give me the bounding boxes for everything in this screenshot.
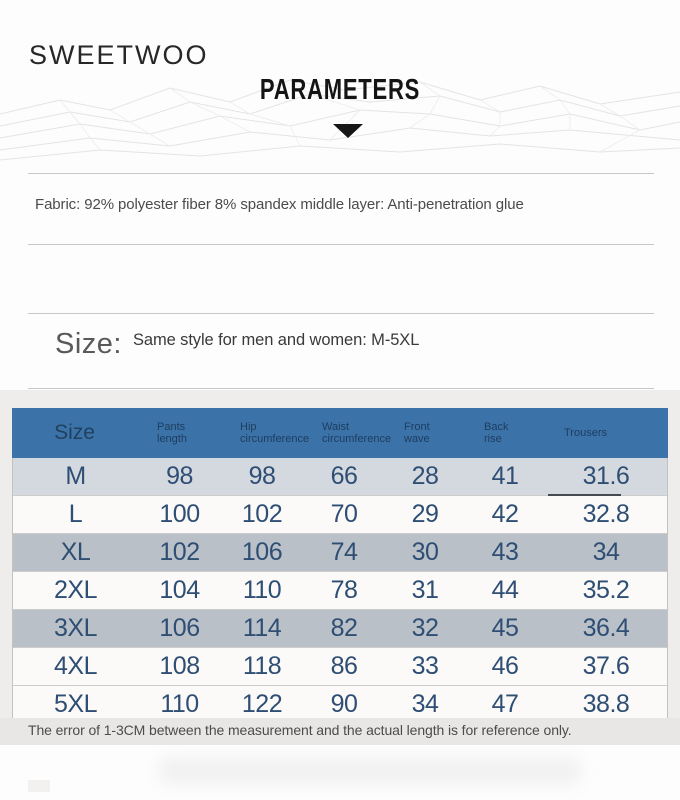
size-cell: 5XL: [54, 690, 97, 718]
value-cell: 47: [491, 690, 519, 718]
size-cell: L: [68, 500, 83, 528]
value-cell: 34: [592, 538, 620, 566]
value-cell: 104: [159, 576, 200, 604]
size-label: Size:: [55, 328, 122, 360]
decorative-chip: [28, 780, 50, 792]
column-header-trousers: Trousers: [564, 426, 607, 439]
table-row: [13, 495, 667, 533]
value-cell: 30: [411, 538, 439, 566]
value-cell: 90: [330, 690, 358, 718]
size-cell: XL: [60, 538, 91, 566]
brand-logo: SWEETWOO: [29, 40, 209, 70]
value-cell: 98: [248, 462, 276, 490]
value-cell: 41: [491, 462, 519, 490]
watermark-ghost: [160, 758, 580, 784]
value-cell: 118: [242, 652, 282, 680]
measurement-disclaimer: The error of 1-3CM between the measurement and the actual length is for reference only.: [28, 722, 572, 738]
size-chart-table: [12, 408, 668, 724]
value-cell: 43: [491, 538, 519, 566]
table-row: [13, 647, 667, 685]
size-section: [55, 328, 419, 361]
table-row: [13, 609, 667, 647]
size-cell: 2XL: [54, 576, 97, 604]
down-arrow-icon: [333, 124, 363, 138]
size-description: Same style for men and women: M-5XL: [132, 331, 420, 349]
value-cell: 110: [242, 576, 282, 604]
value-cell: 35.2: [582, 576, 630, 604]
divider: [28, 388, 654, 389]
table-header-row: [12, 408, 668, 458]
value-cell: 100: [159, 500, 200, 528]
size-cell: M: [65, 462, 86, 490]
value-cell: 34: [411, 690, 439, 718]
column-header-front: Front wave: [404, 420, 430, 445]
value-cell: 31: [411, 576, 439, 604]
value-cell: 70: [330, 500, 358, 528]
value-cell: 110: [160, 690, 199, 718]
value-cell: 108: [159, 652, 200, 680]
column-header-hip: Hip circumference: [240, 420, 310, 445]
value-cell: 42: [491, 500, 519, 528]
value-cell: 106: [159, 614, 200, 642]
table-row: [13, 571, 667, 609]
table-body: [12, 458, 668, 724]
divider: [28, 244, 654, 245]
divider: [28, 313, 654, 314]
value-cell: 106: [241, 538, 283, 566]
value-cell: 122: [241, 690, 283, 718]
value-cell: 82: [330, 614, 358, 642]
column-header-pants: Pants length: [157, 420, 187, 445]
value-cell: 78: [330, 576, 358, 604]
table-row: [13, 458, 667, 495]
value-cell: 114: [242, 614, 282, 642]
value-cell: 74: [330, 538, 358, 566]
size-cell: 4XL: [54, 652, 97, 680]
size-cell: 3XL: [54, 614, 97, 642]
value-cell: 28: [411, 462, 439, 490]
value-cell: 36.4: [582, 614, 630, 642]
column-header-size: Size: [54, 421, 95, 445]
value-cell: 102: [159, 538, 200, 566]
table-row: [13, 533, 667, 571]
value-cell: 98: [166, 462, 193, 490]
divider: [28, 173, 654, 174]
value-cell: 32: [411, 614, 439, 642]
value-cell: 102: [241, 500, 283, 528]
value-cell: 45: [491, 614, 519, 642]
section-title: PARAMETERS: [259, 74, 421, 106]
column-header-back: Back rise: [484, 420, 509, 445]
value-cell: 37.6: [582, 652, 630, 680]
value-cell: 32.8: [582, 500, 630, 528]
value-cell: 46: [491, 652, 519, 680]
value-cell: 33: [411, 652, 439, 680]
value-cell: 66: [330, 462, 358, 490]
value-cell: 29: [411, 500, 439, 528]
value-cell: 44: [491, 576, 519, 604]
fabric-description: Fabric: 92% polyester fiber 8% spandex middle layer: Anti-penetration glue: [35, 196, 524, 213]
value-cell: 86: [330, 652, 358, 680]
column-header-waist: Waist circumference: [322, 420, 392, 445]
value-cell: 38.8: [582, 690, 630, 718]
value-cell: 31.6: [545, 458, 667, 495]
